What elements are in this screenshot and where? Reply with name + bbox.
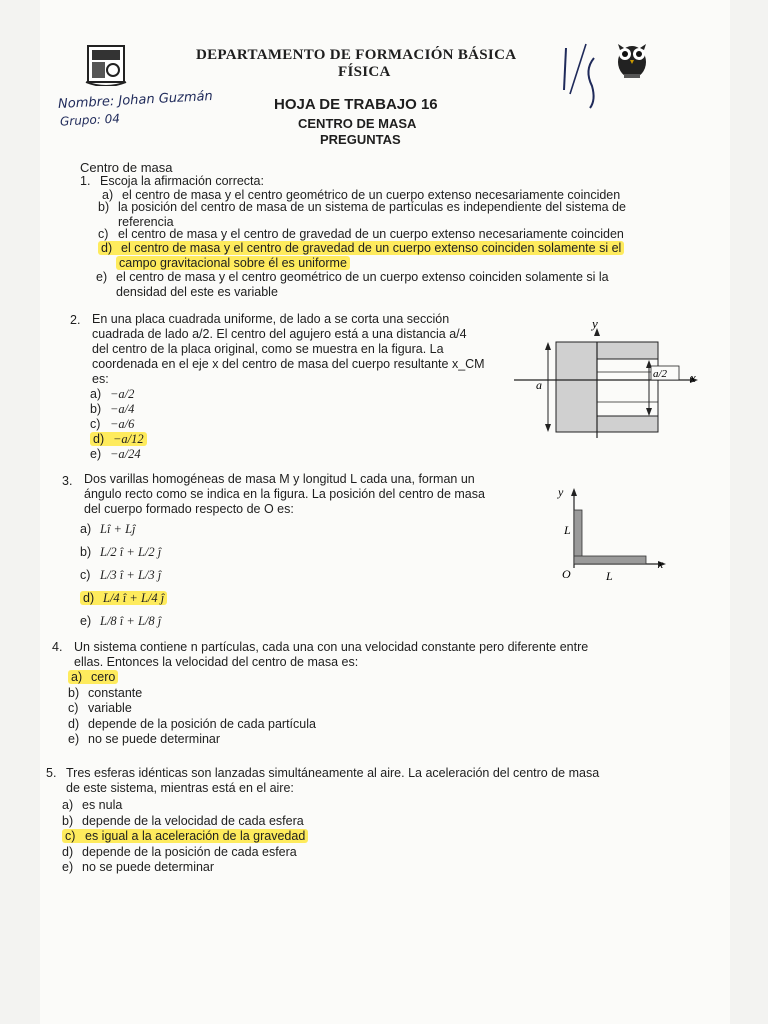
q1-option-d (98, 241, 678, 256)
option-text: −a/2 (110, 387, 135, 401)
q4-option-b (68, 686, 316, 702)
q3-option-e (80, 610, 167, 633)
option-label: c) (90, 417, 101, 431)
q5-option-b (62, 814, 308, 830)
q3-option-d (80, 587, 167, 610)
prompt-line: del centro de la placa original, como se muestra en la figura. La (92, 342, 444, 356)
option-text: depende de la posición de cada esfera (82, 844, 297, 859)
option-label: b) (90, 402, 102, 416)
option-label: d) (93, 432, 105, 446)
q2-option-b (90, 402, 147, 417)
question-5-options (62, 798, 308, 876)
option-label: b) (98, 200, 110, 214)
question-5-prompt (66, 766, 706, 796)
option-label: b) (80, 545, 92, 559)
option-text: −a/24 (110, 447, 141, 461)
option-label: d) (101, 241, 113, 255)
prompt-line: Dos varillas homogéneas de masa M y longitud L cada una, forman un (84, 472, 475, 486)
option-text: el centro de masa y el centro de gravedad de un cuerpo extenso necesariamente coinciden (118, 227, 624, 241)
option-label: a) (71, 670, 83, 684)
q5-option-d (62, 845, 308, 861)
question-4-number: 4. (52, 640, 63, 654)
question-5-number: 5. (46, 766, 57, 780)
q2-plate-figure (512, 314, 702, 444)
q3-x-axis-label: x (658, 557, 664, 571)
q3-option-b (80, 541, 167, 564)
question-2-number: 2. (70, 313, 81, 327)
q1-option-d-cont (116, 256, 350, 271)
option-label: a) (90, 387, 102, 401)
sheet-title: HOJA DE TRABAJO 16 (274, 96, 438, 113)
q4-option-d (68, 717, 316, 733)
q2-x-axis-label: x (690, 370, 696, 385)
q2-option-e (90, 447, 147, 462)
prompt-line: del cuerpo formado respecto de O es: (84, 502, 294, 516)
option-text: campo gravitacional sobre él es uniforme (116, 256, 350, 270)
q2-option-c (90, 417, 147, 432)
option-label: b) (68, 685, 80, 700)
option-text: −a/12 (113, 432, 144, 446)
option-text: la posición del centro de masa de un sistema de partículas es independiente del sistema de (118, 200, 626, 214)
option-text: −a/6 (110, 417, 135, 431)
option-text: L/2 î + L/2 ĵ (100, 545, 162, 559)
option-label: a) (80, 522, 92, 536)
option-text: −a/4 (110, 402, 135, 416)
section-title: PREGUNTAS (320, 132, 401, 147)
option-text: no se puede determinar (82, 860, 215, 874)
question-2-prompt (92, 312, 512, 387)
option-text: variable (88, 701, 132, 715)
q3-y-axis-label: y (558, 485, 564, 499)
department-title: DEPARTAMENTO DE FORMACIÓN BÁSICA (196, 47, 517, 63)
question-1-number: 1. (80, 174, 91, 188)
q2-option-a (90, 387, 147, 402)
option-text: constante (88, 685, 143, 700)
prompt-line: ángulo recto como se indica en la figura. La posición del centro de masa (84, 487, 485, 501)
option-text: depende de la posición de cada partícula (88, 716, 316, 731)
q3-vertical-rod-label: L (564, 523, 571, 537)
prompt-line: En una placa cuadrada uniforme, de lado a se corta una sección (92, 312, 450, 326)
option-label: c) (80, 568, 91, 582)
question-2-options (90, 387, 147, 462)
option-label: e) (90, 447, 102, 461)
q1-option-b (98, 200, 678, 215)
q2-y-axis-label: y (592, 316, 598, 331)
option-label: d) (62, 844, 74, 859)
option-text: Lî + Lĵ (100, 522, 136, 536)
q3-rods-figure (552, 484, 672, 584)
option-text: cero (91, 670, 116, 684)
option-label: e) (68, 732, 80, 746)
option-text: es nula (82, 798, 123, 812)
prompt-line: coordenada en el eje x del centro de masa del cuerpo resultante x_CM (92, 357, 485, 371)
q4-option-c (68, 701, 316, 717)
q3-option-a (80, 518, 167, 541)
prompt-line: Un sistema contiene n partículas, cada una con una velocidad constante pero diferente entre (74, 640, 589, 654)
option-label: c) (98, 227, 109, 241)
q3-horizontal-rod-label: L (606, 569, 613, 583)
prompt-line: es: (92, 372, 109, 386)
q2-side-label: a (536, 378, 542, 392)
q2-option-d (90, 432, 147, 447)
section-heading: Centro de masa (80, 160, 173, 175)
option-label: e) (96, 270, 108, 284)
question-3-prompt (84, 472, 544, 517)
prompt-line: de este sistema, mientras está en el aire: (66, 781, 294, 795)
question-3-number: 3. (62, 474, 73, 488)
question-4-options (68, 670, 316, 748)
option-text: no se puede determinar (88, 732, 221, 746)
question-3-options (80, 518, 167, 633)
q1-option-b-cont: referencia (118, 215, 174, 229)
option-text: el centro de masa y el centro geométrico de un cuerpo extenso coinciden solamente si la (116, 270, 609, 284)
owl-mascot-icon (612, 38, 652, 80)
prompt-line: ellas. Entonces la velocidad del centro de masa es: (74, 655, 359, 669)
q4-option-a (68, 670, 316, 686)
option-label: e) (80, 614, 92, 628)
q2-hole-label: a/2 (653, 368, 668, 380)
option-label: a) (102, 188, 114, 202)
option-text: el centro de masa y el centro de gravedad de un cuerpo extenso coinciden solamente si el (121, 241, 622, 255)
q3-option-c (80, 564, 167, 587)
question-1-prompt: Escoja la afirmación correcta: (100, 174, 264, 188)
option-text: L/8 î + L/8 ĵ (100, 614, 162, 628)
option-label: e) (62, 860, 74, 874)
option-label: c) (65, 829, 76, 843)
option-text: es igual a la aceleración de la gravedad (85, 829, 306, 843)
institution-logo (84, 42, 128, 86)
q3-origin-label: O (562, 567, 571, 581)
option-text: L/4 î + L/4 ĵ (103, 591, 165, 605)
department-subtitle: FÍSICA (338, 64, 391, 80)
option-label: d) (83, 591, 95, 605)
topic-title: CENTRO DE MASA (298, 116, 417, 131)
question-4-prompt (74, 640, 694, 670)
q1-option-e-cont: densidad del este es variable (116, 285, 278, 299)
q5-option-c (62, 829, 308, 845)
option-text: L/3 î + L/3 ĵ (100, 568, 162, 582)
q5-option-a (62, 798, 308, 814)
option-label: d) (68, 716, 80, 731)
option-label: b) (62, 813, 74, 828)
prompt-line: Tres esferas idénticas son lanzadas simultáneamente al aire. La aceleración del centro de masa (66, 766, 600, 780)
q5-option-e (62, 860, 308, 876)
option-text: el centro de masa y el centro geométrico de un cuerpo extenso necesariamente coinciden (122, 188, 621, 202)
handwritten-score-mark (556, 40, 604, 112)
handwritten-name: Nombre: Johan Guzmán (57, 88, 214, 113)
option-text: depende de la velocidad de cada esfera (82, 813, 304, 828)
option-label: c) (68, 701, 79, 715)
prompt-line: cuadrada de lado a/2. El centro del agujero está a una distancia a/4 (92, 327, 467, 341)
q4-option-e (68, 732, 316, 748)
q1-option-e (96, 270, 676, 285)
q1-option-c (98, 227, 678, 242)
handwritten-group: Grupo: 04 (59, 111, 121, 129)
option-label: a) (62, 798, 74, 812)
